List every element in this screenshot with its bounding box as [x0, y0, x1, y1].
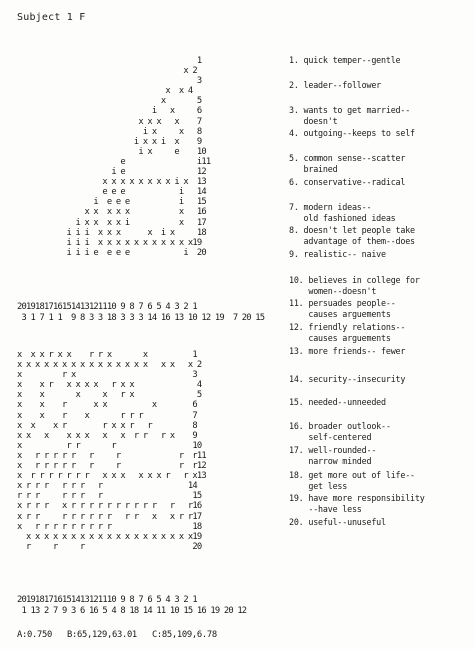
trait-item: 12. friendly relations-- causes arguements	[289, 322, 406, 343]
trait-item: 10. believes in college for women--doesn't	[289, 275, 420, 296]
matrix-row: x x x x x x x x r r r x 9	[17, 430, 197, 441]
matrix-row: i i i e e e e i 20	[17, 247, 206, 258]
matrix-row: i x x 8	[17, 126, 202, 137]
axis-order-labels: 3 1 7 1 1 9 8 3 3 18 3 3 3 14 16 13 10 12 19 7 20 15	[17, 313, 265, 323]
trait-item: 4. outgoing--keeps to self	[289, 128, 415, 138]
trait-item: 11. persuades people-- causes arguements	[289, 298, 396, 319]
matrix-row: i x x i x 9	[17, 136, 202, 147]
trait-item: 14. security--insecurity	[289, 374, 406, 384]
matrix-row: x x x x x x x x x x x x x x x x x x x19	[17, 531, 202, 542]
matrix-row: r r r r r r r 15	[17, 491, 202, 502]
trait-item: 7. modern ideas-- old fashioned ideas	[289, 202, 396, 223]
trait-item: 17. well-rounded-- narrow minded	[289, 445, 377, 466]
subject-title: Subject 1 F	[17, 12, 86, 23]
matrix-row: x r x 3	[17, 370, 197, 381]
matrix-row: x x x x x x x x x x x x x x x x x x 2	[17, 360, 202, 371]
matrix-row: x r r r 10	[17, 440, 202, 451]
matrix-row: x r r r r r r r r r r x x r r17	[17, 511, 202, 522]
matrix-row: i x e 10	[17, 146, 206, 157]
matrix-row: i e 12	[17, 167, 206, 178]
stat-b: B:65,129,63.01	[66, 630, 137, 640]
matrix-row: x x x r r x x r r 8	[17, 420, 197, 431]
trait-matrix-one	[17, 56, 210, 258]
trait-item: 20. useful--unuseful	[289, 517, 386, 527]
trait-item: 15. needed--unneeded	[289, 397, 386, 407]
stat-a: A:0.750	[17, 630, 52, 640]
matrix-row: x r r r r r r r 14	[17, 481, 197, 492]
matrix-row: i i i x x x x i x 18	[17, 227, 206, 238]
matrix-row: x r r r r r r r r r11	[17, 450, 206, 461]
matrix-row: x r r r r r r r x x x x x x r r x13	[17, 471, 206, 482]
matrix-row: 3	[17, 76, 202, 87]
matrix-one-axis	[17, 302, 264, 324]
matrix-row: 1	[17, 56, 202, 66]
matrix-row: x x r x r r r 7	[17, 410, 197, 421]
trait-item: 9. realistic-- naive	[289, 249, 386, 259]
matrix-row: i x x x x i x 17	[17, 217, 206, 228]
matrix-row: x r r r x r r r r r r r r r r r r16	[17, 501, 202, 512]
trait-matrix-two	[17, 350, 206, 552]
matrix-row: x x x x x x 16	[17, 207, 206, 218]
trait-item: 6. conservative--radical	[289, 177, 406, 187]
matrix-row: x r r r r r r r r r12	[17, 461, 206, 472]
matrix-row: x x x x r x 5	[17, 390, 202, 401]
trait-item: 1. quick temper--gentle	[289, 55, 401, 65]
axis-rank-labels: 2019181716151413121110 9 8 7 6 5 4 3 2 1	[17, 595, 197, 605]
matrix-row: x x x x 7	[17, 116, 202, 127]
matrix-row: x 2	[17, 66, 197, 77]
matrix-row: e e e i 14	[17, 187, 206, 198]
matrix-row: x x x x x x x x i x 13	[17, 177, 206, 188]
trait-item: 16. broader outlook-- self-centered	[289, 421, 391, 442]
matrix-row: x x x r x x r r x x 1	[17, 350, 197, 360]
trait-item: 19. have more responsibility --have less	[289, 493, 425, 514]
summary-statistics	[17, 630, 217, 640]
trait-item: 13. more friends-- fewer	[289, 346, 406, 356]
matrix-row: i e e e i 15	[17, 197, 206, 208]
axis-rank-labels: 2019181716151413121110 9 8 7 6 5 4 3 2 1	[17, 302, 197, 312]
trait-item: 18. get more out of life-- get less	[289, 470, 415, 491]
matrix-row: x 5	[17, 96, 202, 107]
matrix-two-axis	[17, 595, 246, 617]
axis-order-labels: 1 13 2 7 9 3 6 16 5 4 8 18 14 11 10 15 16 19 20 12	[17, 606, 247, 616]
stat-c: C:85,109,6.78	[151, 630, 217, 640]
matrix-row: x x r x x x x r x x 4	[17, 380, 202, 391]
matrix-row: i i i x x x x x x x x x x x19	[17, 237, 202, 248]
trait-item: 2. leader--follower	[289, 80, 382, 90]
trait-item: 5. common sense--scatter brained	[289, 153, 406, 174]
trait-item: 3. wants to get married-- doesn't	[289, 105, 411, 126]
trait-item: 8. doesn't let people take advantage of them--does	[289, 225, 415, 246]
matrix-row: x x r x x x 6	[17, 400, 197, 411]
matrix-row: x x 4	[17, 86, 193, 97]
matrix-row: r r r 20	[17, 541, 202, 552]
matrix-row: i x 6	[17, 106, 202, 117]
matrix-row: e i11	[17, 156, 211, 167]
matrix-row: x r r r r r r r r r 18	[17, 521, 202, 532]
